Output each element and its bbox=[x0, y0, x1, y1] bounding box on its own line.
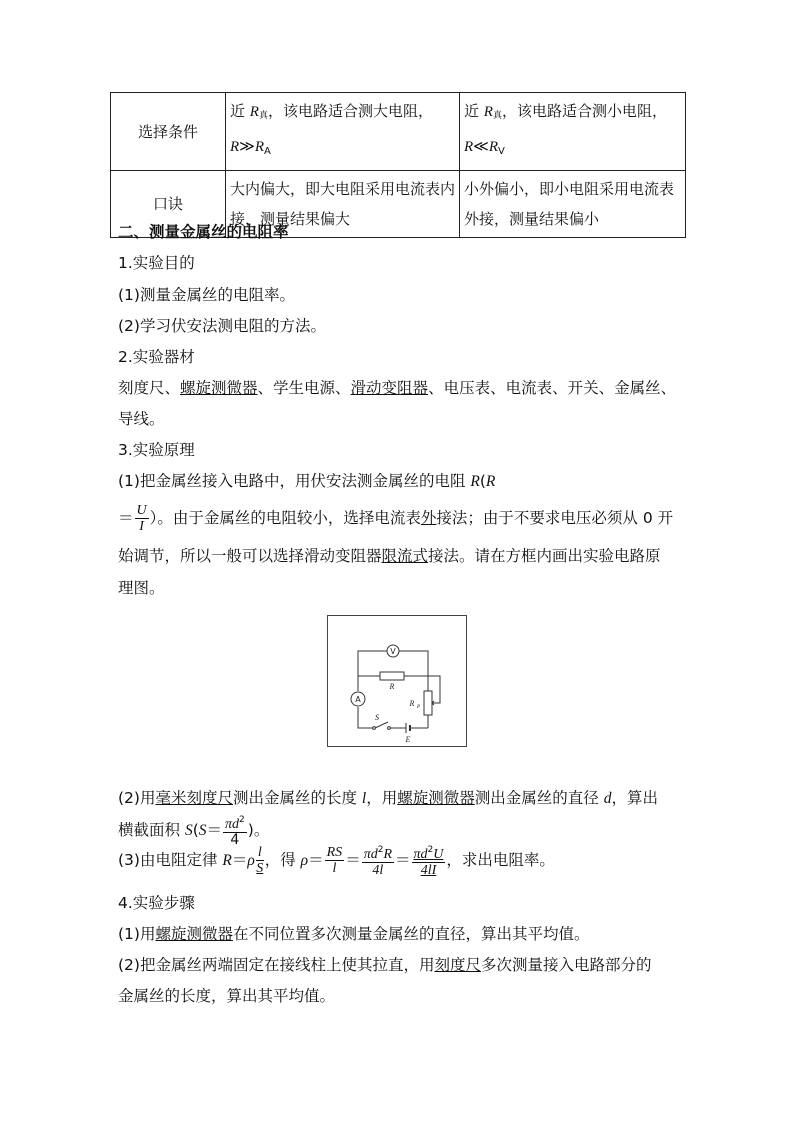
heading-steps: 4.实验步骤 bbox=[118, 894, 195, 912]
resistor-label: R bbox=[389, 682, 395, 691]
cell-internal: 近 R真，该电路适合测大电阻， $R≫R_A$ bbox=[226, 93, 460, 171]
switch-label: S bbox=[375, 713, 379, 722]
principle-text: 始调节，所以一般可以选择滑动变阻器限流式接法。请在方框内画出实验电路原 bbox=[118, 547, 661, 565]
cell-external-mnemonic: 小外偏小，即小电阻采用电流表外接，测量结果偏小 bbox=[460, 171, 686, 238]
equipment-line: 刻度尺、螺旋测微器、学生电源、滑动变阻器、电压表、电流表、开关、金属丝、 bbox=[118, 379, 677, 397]
purpose-item: (2)学习伏安法测电阻的方法。 bbox=[118, 317, 326, 335]
circuit-diagram-frame bbox=[327, 615, 467, 747]
step-text: 金属丝的长度，算出其平均值。 bbox=[118, 987, 336, 1005]
principle-text: (1)把金属丝接入电路中，用伏安法测金属丝的电阻 R(R bbox=[118, 472, 496, 490]
section-title: 二、测量金属丝的电阻率 bbox=[118, 223, 289, 241]
principle-text: 横截面积 S(S＝ $\frac{\pi d^2}{4}$ )。 bbox=[118, 815, 270, 848]
step-text: (2)把金属丝两端固定在接线柱上使其拉直，用刻度尺多次测量接入电路部分的 bbox=[118, 956, 652, 974]
cell-internal-mnemonic: 大内偏大，即大电阻采用电流表内接，测量结果偏大 bbox=[226, 171, 460, 238]
cell-external: 近 R真，该电路适合测小电阻， $R≪R_V$ bbox=[460, 93, 686, 171]
rheostat-label: R bbox=[409, 699, 415, 708]
rheostat-sub-label: P bbox=[417, 705, 421, 710]
purpose-item: (1)测量金属丝的电阻率。 bbox=[118, 286, 295, 304]
heading-principle: 3.实验原理 bbox=[118, 441, 195, 459]
circuit-schematic bbox=[328, 616, 466, 746]
principle-text: ＝ $\frac{U}{I}$ ）。由于金属丝的电阻较小，选择电流表外接法；由于不要求电压必须从 0 开 bbox=[118, 503, 674, 534]
row-label: 口诀 bbox=[111, 171, 226, 238]
table-row bbox=[111, 93, 686, 171]
principle-text: 理图。 bbox=[118, 579, 165, 597]
heading-purpose: 1.实验目的 bbox=[118, 254, 195, 272]
step-text: (1)用螺旋测微器在不同位置多次测量金属丝的直径，算出其平均值。 bbox=[118, 925, 590, 943]
resistor-symbol bbox=[380, 672, 404, 680]
ammeter-label: A bbox=[355, 695, 361, 704]
equipment-line: 导线。 bbox=[118, 410, 165, 428]
principle-text: (2)用毫米刻度尺测出金属丝的长度 l，用螺旋测微器测出金属丝的直径 d，算出 bbox=[118, 789, 658, 807]
voltmeter-label: V bbox=[390, 647, 396, 656]
heading-equipment: 2.实验器材 bbox=[118, 348, 195, 366]
comparison-table bbox=[110, 92, 686, 238]
battery-label: E bbox=[405, 735, 411, 744]
principle-text: (3)由电阻定律 R＝ρ $\frac{l}{S}$ ，得 ρ＝ $\frac{RS}{l}$ ＝ $\frac{\pi d^2R}{4l}$ ＝ $\frac{\pi d^2U}{4lI}$ ，求出电阻率。 bbox=[118, 845, 555, 878]
row-label: 选择条件 bbox=[111, 93, 226, 171]
rheostat-symbol bbox=[424, 691, 432, 715]
